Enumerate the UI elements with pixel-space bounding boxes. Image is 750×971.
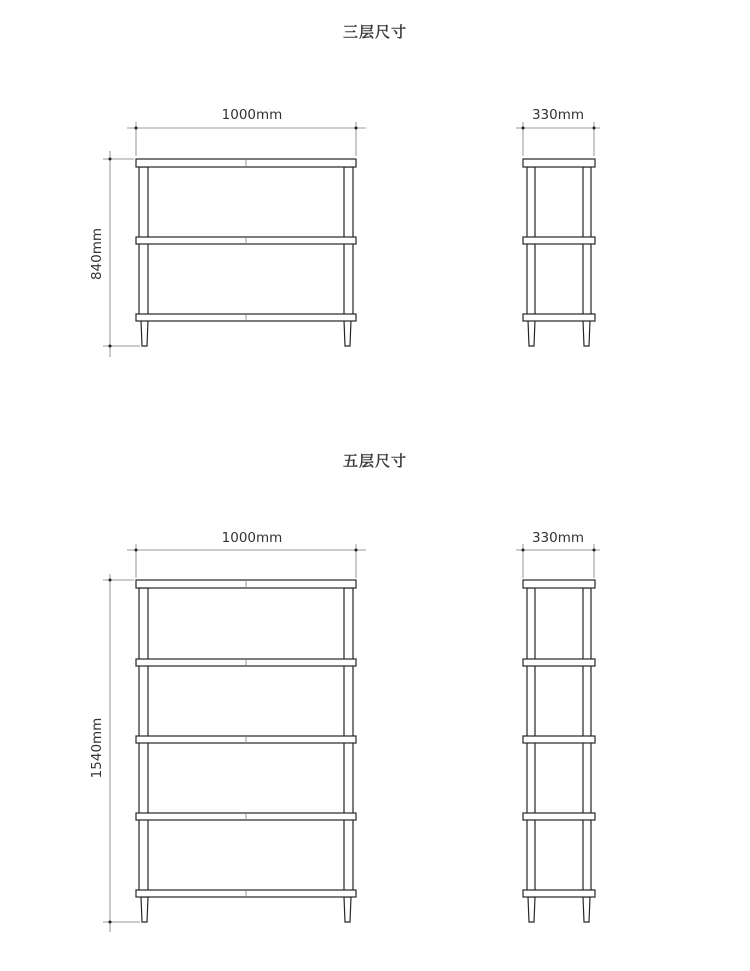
three-tier-depth-label: 330mm bbox=[531, 107, 585, 123]
five-tier-front-view bbox=[89, 530, 366, 932]
three-tier-width-label: 1000mm bbox=[221, 107, 283, 123]
five-tier-side-view bbox=[516, 530, 600, 922]
three-tier-side-view bbox=[516, 107, 600, 346]
five-tier-height-label: 1540mm bbox=[89, 717, 105, 779]
five-tier-width-label: 1000mm bbox=[221, 530, 283, 546]
section-title-three-tier: 三层尺寸 bbox=[342, 23, 407, 41]
section-title-five-tier: 五层尺寸 bbox=[342, 452, 407, 470]
five-tier-depth-label: 330mm bbox=[531, 530, 585, 546]
three-tier-front-view bbox=[89, 107, 366, 357]
three-tier-height-label: 840mm bbox=[89, 227, 105, 281]
